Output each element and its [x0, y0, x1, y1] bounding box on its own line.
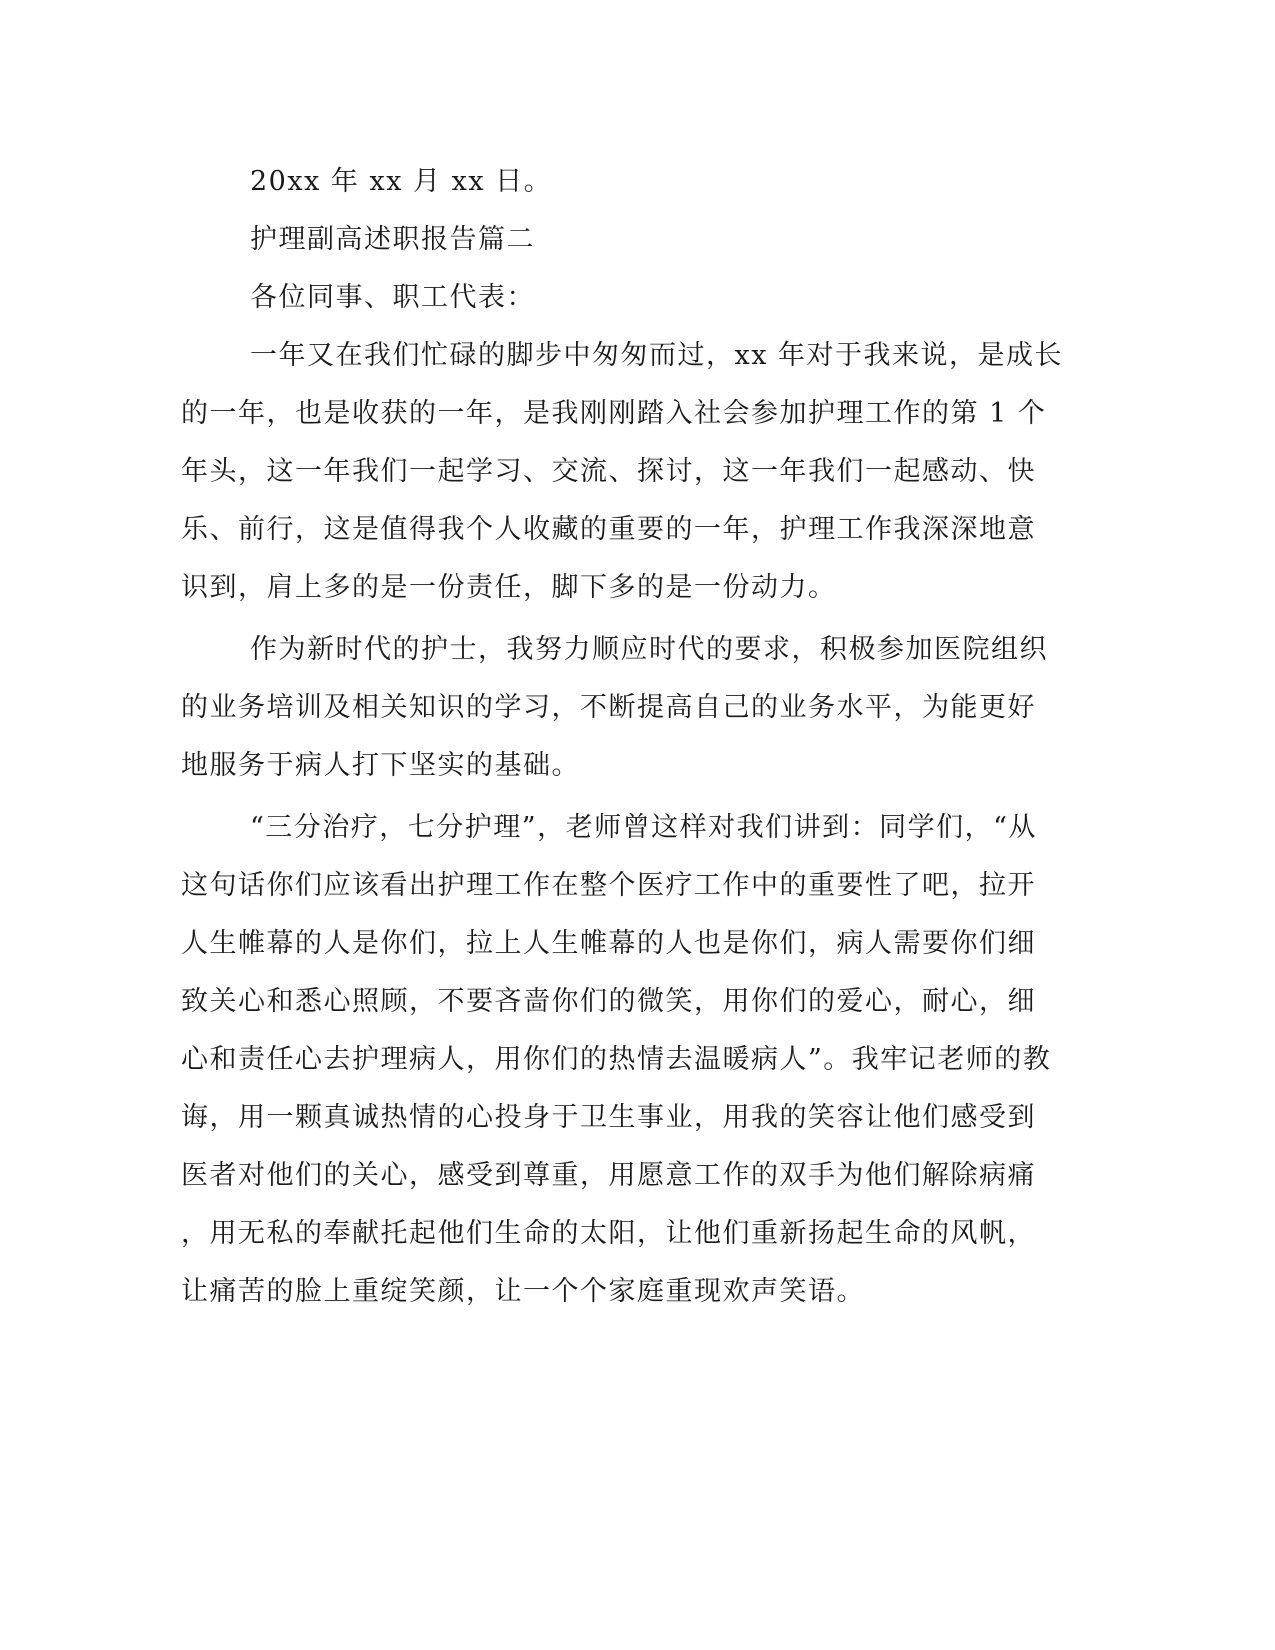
- paragraph-line: 致关心和悉心照顾，不要吝啬你们的微笑，用你们的爱心，耐心，细: [181, 986, 1036, 1017]
- paragraph-line: 人生帷幕的人是你们，拉上人生帷幕的人也是你们，病人需要你们细: [181, 928, 1036, 959]
- paragraph-line: 地服务于病人打下坚实的基础。: [181, 750, 580, 781]
- paragraph-line: 年头，这一年我们一起学习、交流、探讨，这一年我们一起感动、快: [181, 456, 1036, 487]
- section-heading: 护理副高述职报告篇二: [250, 224, 535, 255]
- paragraph-line: ，用无私的奉献托起他们生命的太阳，让他们重新扬起生命的风帆，: [181, 1218, 1036, 1249]
- paragraph-line: 识到，肩上多的是一份责任，脚下多的是一份动力。: [181, 572, 837, 603]
- paragraph-line: 让痛苦的脸上重绽笑颜，让一个个家庭重现欢声笑语。: [181, 1276, 865, 1307]
- paragraph-line: “三分治疗，七分护理”，老师曾这样对我们讲到：同学们，“从: [250, 812, 1037, 843]
- paragraph-line: 的业务培训及相关知识的学习，不断提高自己的业务水平，为能更好: [181, 692, 1036, 723]
- paragraph-line: 作为新时代的护士，我努力顺应时代的要求，积极参加医院组织: [250, 634, 1048, 665]
- paragraph-line: 心和责任心去护理病人，用你们的热情去温暖病人”。我牢记老师的教: [181, 1044, 1052, 1075]
- paragraph-line: 的一年，也是收获的一年，是我刚刚踏入社会参加护理工作的第 1 个: [181, 398, 1047, 429]
- paragraph-line: 乐、前行，这是值得我个人收藏的重要的一年，护理工作我深深地意: [181, 514, 1036, 545]
- paragraph-line: 医者对他们的关心，感受到尊重，用愿意工作的双手为他们解除病痛: [181, 1160, 1036, 1191]
- paragraph-line: 诲，用一颗真诚热情的心投身于卫生事业，用我的笑容让他们感受到: [181, 1102, 1036, 1133]
- paragraph-line: 这句话你们应该看出护理工作在整个医疗工作中的重要性了吧，拉开: [181, 870, 1036, 901]
- date-line: 20xx 年 xx 月 xx 日。: [250, 166, 553, 197]
- paragraph-line: 一年又在我们忙碌的脚步中匆匆而过，xx 年对于我来说，是成长: [250, 340, 1064, 371]
- salutation: 各位同事、职工代表：: [250, 282, 535, 313]
